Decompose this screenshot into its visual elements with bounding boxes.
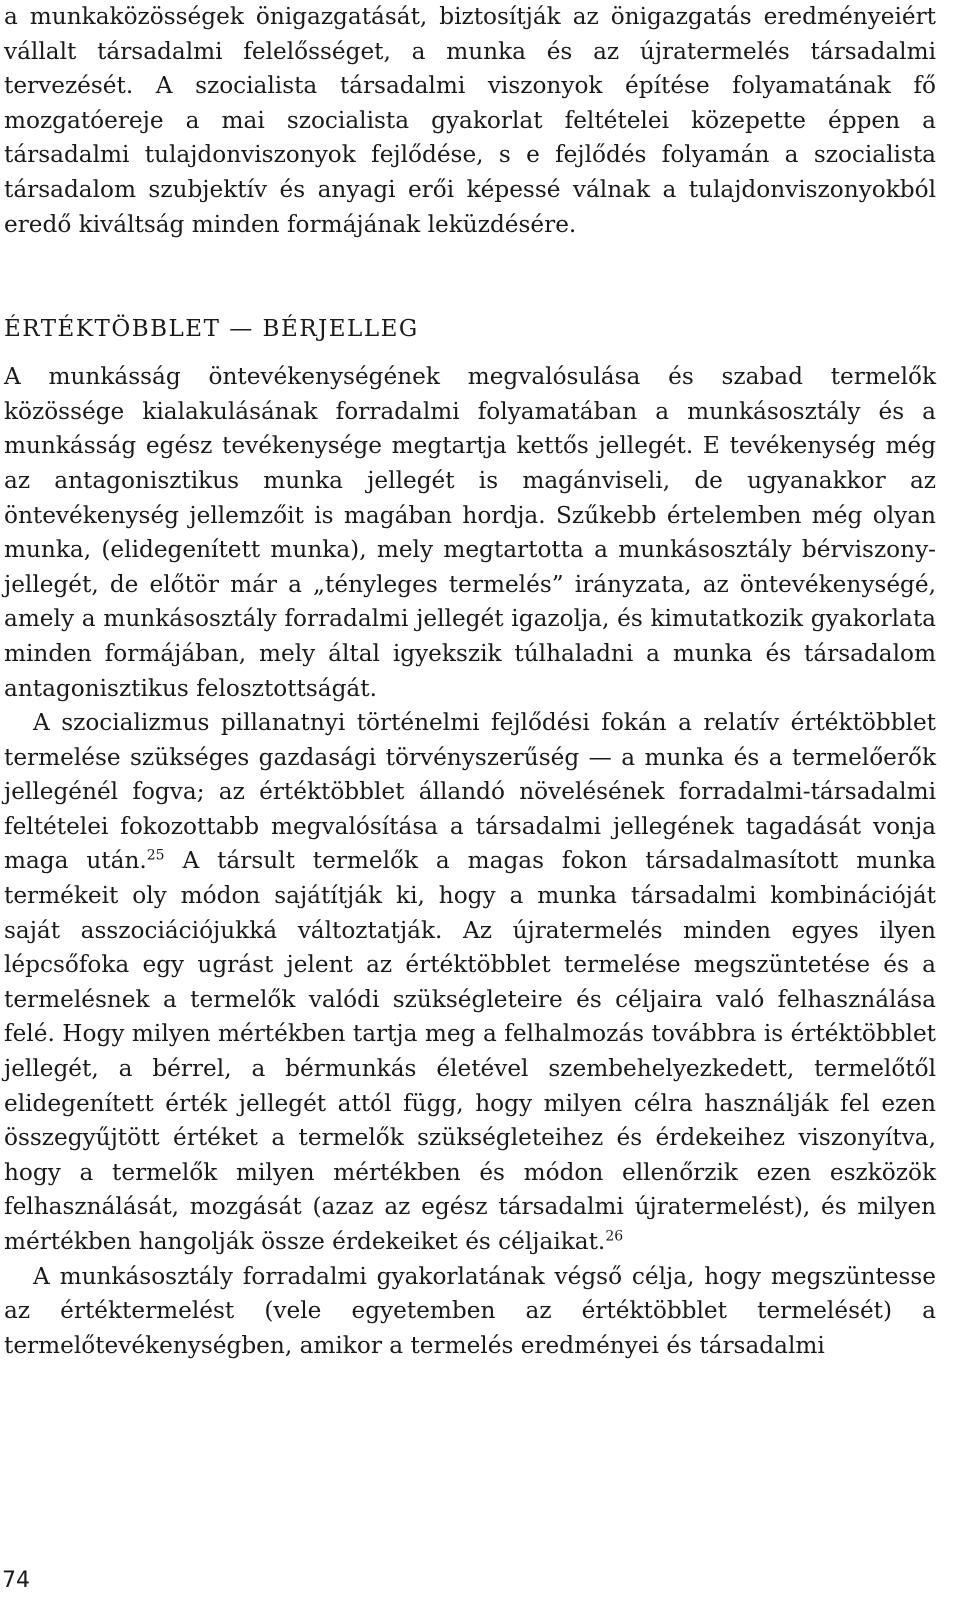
paragraph-2-text-b: A társult termelők a magas fokon társadalmasított munka termékeit oly módon sajátítják ki, hogy a munka társadalmi kombinációját saját asszociációjukká változtatják. Az újratermelés minden egyes ilyen lépcsőfoka egy ugrást jelent az értéktöbblet termelése megszüntetése és a termelésnek a termelők valódi szükségleteire és céljaira való felhasználása felé. Hogy milyen mértékben tartja meg a felhalmozás továbbra is értéktöbblet jellegét, a bérrel, a bérmunkás életével szembehelyezkedett, termelőtől elidegenített érték jellegét attól függ, hogy milyen célra használják fel ezen összegyűjtött értéket a termelők szükségleteihez és érdekeihez viszonyítva, hogy a termelők milyen mértékben és módon ellenőrzik ezen eszközök felhasználását, mozgását (azaz az egész társadalmi újratermelést), és milyen mértékben hangolják össze érdekeiket és céljaikat.: [4, 847, 936, 1255]
page-number: 74: [2, 1568, 30, 1593]
paragraph-2-text-a: A szocializmus pillanatnyi történelmi fejlődési fokán a relatív értéktöbblet termelése szükséges gazdasági törvényszerűség — a munka és a termelőerők jellegénél fogva; az értéktöbblet állandó növelésének forradalmi-társadalmi feltételei fokozottabb megvalósítása a társadalmi jellegének tagadását vonja maga után.: [4, 709, 936, 875]
intro-paragraph: a munkaközösségek önigazgatását, biztosítják az önigazgatás eredményeiért vállalt társadalmi felelősséget, a munka és az újratermelés társadalmi tervezését. A szocialista társadalmi viszonyok építése folyamatának fő mozgatóereje a mai szocialista gyakorlat feltételei közepette éppen a társadalmi tulajdonviszonyok fejlődése, s e fejlődés folyamán a szocialista társadalom szubjektív és anyagi erői képessé válnak a tulajdonviszonyokból eredő kiváltság minden formájának leküzdésére.: [4, 3, 936, 238]
page-body: [4, 0, 936, 1363]
section-heading: ÉRTÉKTÖBBLET — BÉRJELLEG: [4, 316, 419, 343]
paragraph-1: A munkásság öntevékenységének megvalósulása és szabad termelők közössége kialakulásának forradalmi folyamatában a munkásosztály és a munkásság egész tevékenysége megtartja kettős jellegét. E tevékenység még az antagonisztikus munka jellegét is magánviseli, de ugyanakkor az öntevékenység jellemzőit is magában hordja. Szűkebb értelemben még olyan munka, (elidegenített munka), mely megtartotta a munkásosztály bérviszony-jellegét, de előtör már a „tényleges termelés” irányzata, az öntevékenységé, amely a munkásosztály forradalmi jellegét igazolja, és kimutatkozik gyakorlata minden formájában, mely által igyekszik túlhaladni a munka és társadalom antagonisztikus felosztottságát.: [4, 363, 936, 702]
footnote-ref-25: 25: [146, 847, 165, 864]
paragraph-3: A munkásosztály forradalmi gyakorlatának végső célja, hogy megszüntesse az értéktermelést (vele egyetemben az értéktöbblet termelését) a termelőtevékenységben, amikor a termelés eredményei és társadalmi: [4, 1262, 936, 1359]
paragraph-2: [4, 706, 936, 1260]
footnote-ref-26: 26: [605, 1228, 624, 1245]
